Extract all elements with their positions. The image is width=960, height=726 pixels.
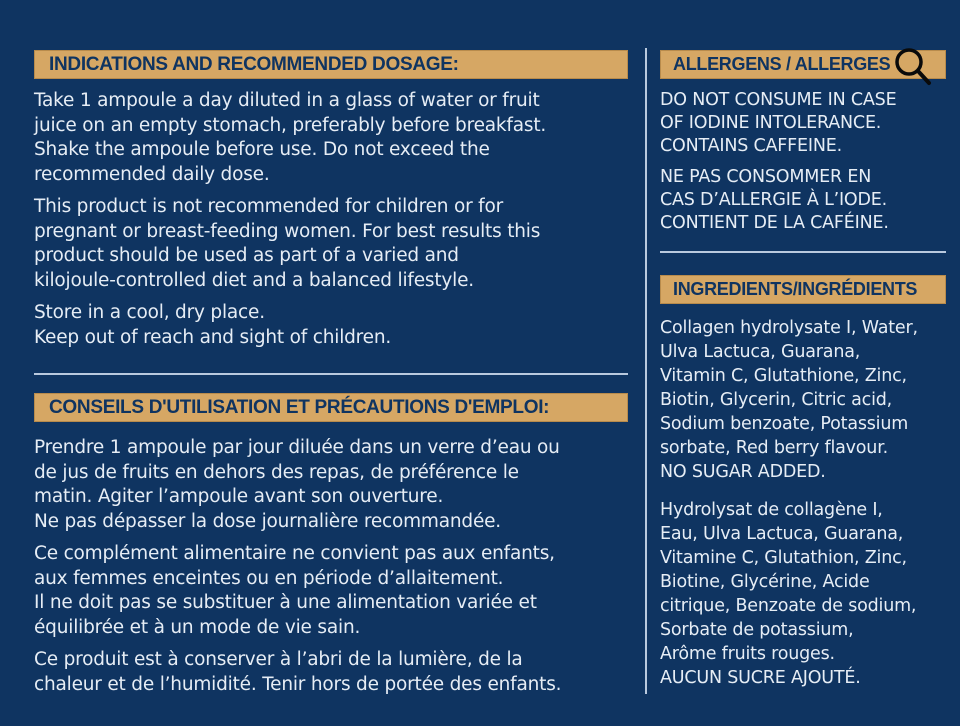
column-divider xyxy=(645,48,647,694)
magnifier-icon[interactable] xyxy=(894,47,932,87)
text-line: Shake the ampoule before use. Do not exceed the xyxy=(34,139,490,160)
text-line: Vitamine C, Glutathion, Zinc, xyxy=(660,548,907,568)
text-line: Arôme fruits rouges. xyxy=(660,644,835,664)
text-line: recommended daily dose. xyxy=(34,163,270,185)
text-line: NO SUGAR ADDED. xyxy=(660,462,826,482)
section-divider xyxy=(660,251,946,253)
text-line: Prendre 1 ampoule par jour diluée dans un verre d’eau ou xyxy=(34,437,560,458)
text-line: DO NOT CONSUME IN CASE xyxy=(660,90,897,110)
info-column xyxy=(660,50,946,690)
text-line: Sorbate de potassium, xyxy=(660,620,854,640)
text-line: équilibrée et à un mode de vie sain. xyxy=(34,616,361,638)
text-line: Eau, Ulva Lactuca, Guarana, xyxy=(660,524,904,544)
ingredients-fr xyxy=(660,498,946,690)
text-line: product should be used as part of a varied and xyxy=(34,245,459,266)
en-paragraph-2 xyxy=(34,195,628,293)
text-line: NE PAS CONSOMMER EN xyxy=(660,167,872,187)
text-line: Ulva Lactuca, Guarana, xyxy=(660,342,861,362)
text-line: Take 1 ampoule a day diluted in a glass of water or fruit xyxy=(34,90,540,111)
text-line: Sodium benzoate, Potassium xyxy=(660,414,909,434)
en-paragraph-3 xyxy=(34,301,628,350)
allergens-fr xyxy=(660,166,946,235)
heading-indications: INDICATIONS AND RECOMMENDED DOSAGE: xyxy=(34,50,628,79)
en-paragraph-1 xyxy=(34,89,628,187)
usage-column xyxy=(34,50,628,697)
text-line: Il ne doit pas se substituer à une alimentation variée et xyxy=(34,592,537,613)
text-line: CONTIENT DE LA CAFÉINE. xyxy=(660,213,889,233)
text-line: CONTAINS CAFFEINE. xyxy=(660,136,842,156)
text-line: Biotin, Glycerin, Citric acid, xyxy=(660,390,893,410)
section-divider xyxy=(34,373,628,375)
allergens-en xyxy=(660,89,946,158)
text-line: AUCUN SUCRE AJOUTÉ. xyxy=(660,668,861,688)
text-line: Keep out of reach and sight of children. xyxy=(34,326,392,348)
text-line: Store in a cool, dry place. xyxy=(34,302,265,323)
text-line: pregnant or breast-feeding women. For best results this xyxy=(34,220,541,242)
fr-paragraph-1 xyxy=(34,436,628,534)
heading-allergens: ALLERGENS / ALLERGES xyxy=(660,50,946,79)
text-line: OF IODINE INTOLERANCE. xyxy=(660,113,882,133)
text-line: CAS D’ALLERGIE À L’IODE. xyxy=(660,190,888,210)
text-line: Collagen hydrolysate I, Water, xyxy=(660,318,918,338)
ingredients-en xyxy=(660,316,946,484)
text-line: Vitamin C, Glutathione, Zinc, xyxy=(660,366,907,386)
text-line: Ce complément alimentaire ne convient pas aux enfants, xyxy=(34,543,555,564)
text-line: sorbate, Red berry flavour. xyxy=(660,438,888,458)
text-line: Biotine, Glycérine, Acide xyxy=(660,572,870,592)
text-line: kilojoule-controlled diet and a balanced lifestyle. xyxy=(34,269,474,291)
text-line: Ce produit est à conserver à l’abri de la lumière, de la xyxy=(34,649,523,670)
heading-conseils: CONSEILS D'UTILISATION ET PRÉCAUTIONS D'EMPLOI: xyxy=(34,393,628,422)
text-line: This product is not recommended for children or for xyxy=(34,196,503,217)
text-line: de jus de fruits en dehors des repas, de préférence le xyxy=(34,461,519,483)
fr-paragraph-2 xyxy=(34,542,628,640)
text-line: matin. Agiter l’ampoule avant son ouverture. xyxy=(34,486,444,507)
text-line: juice on an empty stomach, preferably before breakfast. xyxy=(34,114,547,136)
text-line: aux femmes enceintes ou en période d’allaitement. xyxy=(34,567,504,589)
text-line: chaleur et de l’humidité. Tenir hors de portée des enfants. xyxy=(34,673,562,695)
text-line: citrique, Benzoate de sodium, xyxy=(660,596,917,616)
text-line: Hydrolysat de collagène I, xyxy=(660,500,883,520)
fr-paragraph-3 xyxy=(34,648,628,697)
text-line: Ne pas dépasser la dose journalière recommandée. xyxy=(34,510,501,532)
heading-ingredients: INGREDIENTS/INGRÉDIENTS xyxy=(660,275,946,304)
